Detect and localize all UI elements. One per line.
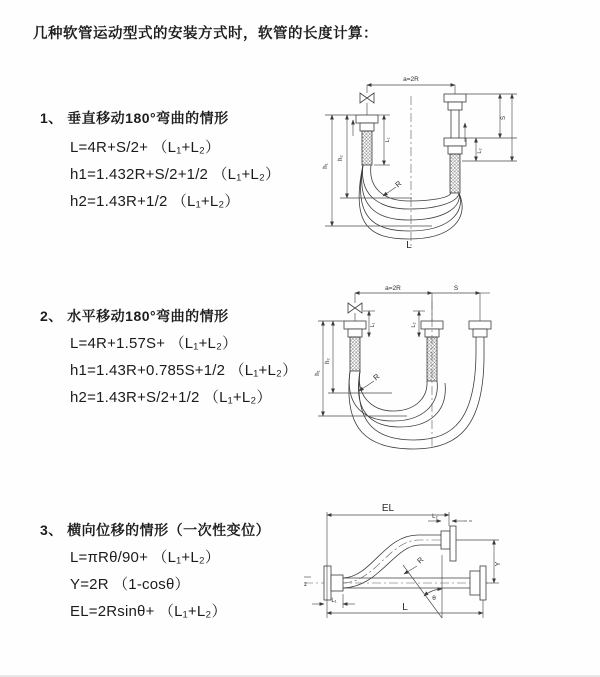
dim-a-2R (355, 285, 432, 293)
label-s: S (501, 115, 507, 121)
section-1-formula-h2: h2=1.43R+1/2 （L₁+L₂） (70, 193, 240, 210)
section-3-heading: 3、 横向位移的情形（一次性变位） (40, 522, 271, 538)
label-l: L (402, 602, 408, 613)
label-l2: L₂ (411, 322, 417, 328)
label-l2: L₂ (477, 148, 483, 154)
right-pipe-flange (469, 321, 491, 351)
radius-callout (359, 372, 382, 391)
section-2-formula-L: L=4R+1.57S+ （L₁+L₂） (70, 335, 238, 352)
dim-s-top (432, 285, 490, 293)
label-a2r: a=2R (403, 76, 419, 83)
section-2-heading: 2、 水平移动180°弯曲的情形 (40, 308, 229, 324)
label-r: R (371, 371, 382, 383)
left-pipe-flange (344, 321, 366, 371)
dim-l (327, 600, 483, 618)
valve-icon (360, 85, 374, 115)
label-l1: L₁ (331, 598, 337, 604)
label-theta: θ (432, 595, 436, 602)
section-1-heading: 1、 垂直移动180°弯曲的情形 (40, 110, 229, 126)
section-3-formula-EL: EL=2Rsinθ+ （L₁+L₂） (70, 603, 227, 620)
dim-s (462, 94, 517, 161)
section-3-formula-L: L=πRθ/90+ （L₁+L₂） (70, 549, 221, 566)
radius-callout (383, 179, 404, 196)
label-r: R (415, 555, 426, 566)
label-l1: L₁ (385, 137, 391, 143)
diagram-vertical-180-bend (312, 66, 598, 264)
displaced-hose (343, 526, 456, 588)
label-l: L (406, 240, 412, 251)
right-pipe-flange (444, 94, 466, 193)
dim-l2 (428, 514, 474, 521)
dim-l1 (312, 594, 355, 608)
page-title: 几种软管运动型式的安装方式时，软管的长度计算： (33, 26, 378, 42)
section-1-formula-h1: h1=1.432R+S/2+1/2 （L₁+L₂） (70, 166, 281, 183)
section-2-formula-h1: h1=1.43R+0.785S+1/2 （L₁+L₂） (70, 362, 298, 379)
section-1-formula-L: L=4R+S/2+ （L₁+L₂） (70, 139, 221, 156)
angle-theta (403, 555, 442, 618)
diagram-lateral-displacement (300, 498, 598, 656)
label-s: S (453, 285, 459, 292)
hose-u-bend (359, 165, 462, 239)
label-h2: h₂ (338, 155, 344, 161)
centerline-mark: z (304, 582, 307, 588)
label-y: Y (495, 561, 502, 567)
label-el: EL (381, 503, 395, 514)
label-r: R (393, 178, 404, 190)
dim-el (327, 503, 449, 618)
label-l2: L₂ (432, 514, 438, 520)
label-h1: h₁ (323, 163, 329, 169)
dim-a-2R (367, 76, 455, 94)
diagram-horizontal-180-bend (312, 281, 598, 455)
label-l1: L₁ (370, 322, 376, 328)
section-3-formula-Y: Y=2R （1-cosθ） (70, 576, 190, 593)
label-a2r: a=2R (385, 285, 401, 292)
section-2-formula-h2: h2=1.43R+S/2+1/2 （L₁+L₂） (70, 389, 272, 406)
left-pipe-flange (356, 115, 378, 165)
label-h2: h₂ (325, 358, 331, 364)
valve-icon (348, 293, 362, 321)
hose-u-bend (349, 351, 484, 449)
dim-l2 (476, 138, 483, 161)
dim-h1 (323, 115, 432, 226)
label-h1: h₁ (315, 370, 321, 376)
